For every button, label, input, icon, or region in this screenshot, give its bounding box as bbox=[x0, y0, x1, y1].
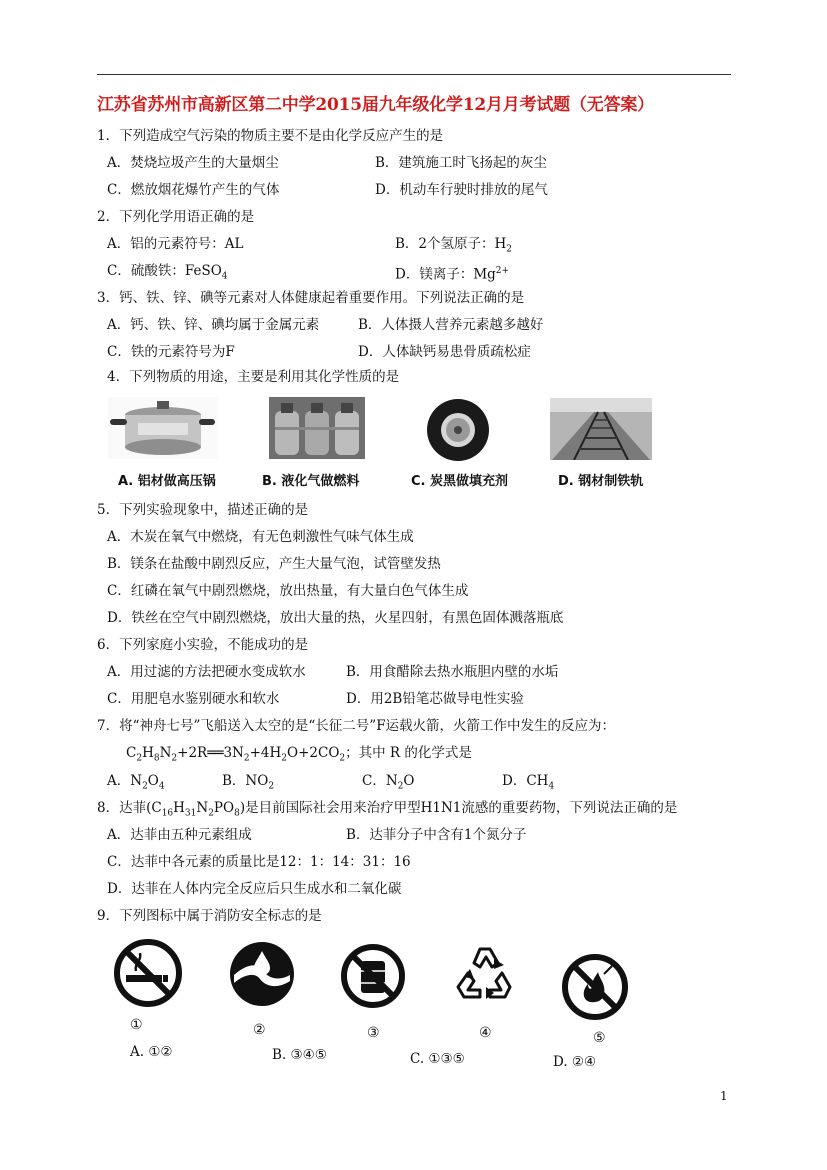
question-3-stem: 3．钙、铁、锌、碘等元素对人体健康起着重要作用。下列说法正确的是 bbox=[97, 290, 525, 306]
question-2-stem: 2．下列化学用语正确的是 bbox=[97, 209, 255, 225]
sign-label-2: ② bbox=[253, 1022, 266, 1038]
q3-option-d: D．人体缺钙易患骨质疏松症 bbox=[358, 344, 531, 360]
q7-option-a: A．$N_2O_4$ bbox=[107, 773, 165, 792]
q8-option-d: D．达菲在人体内完全反应后只生成水和二氧化碳 bbox=[107, 881, 402, 897]
q5-option-b: B．镁条在盐酸中剧烈反应，产生大量气泡，试管壁发热 bbox=[107, 556, 441, 572]
q9-option-b: B. ③④⑤ bbox=[272, 1047, 327, 1063]
no-flammable-barrel-sign-icon bbox=[340, 943, 406, 1009]
q2-option-a: A．铝的元素符号：AL bbox=[107, 236, 244, 252]
q4-caption-a: A. 铝材做高压锅 bbox=[118, 474, 216, 489]
q3-option-a: A．钙、铁、锌、碘均属于金属元素 bbox=[107, 317, 320, 333]
q9-option-c: C. ①③⑤ bbox=[410, 1051, 465, 1067]
q2-option-b: B．2个氢原子：$H_2$ bbox=[395, 236, 513, 255]
q5-option-c: C．红磷在氧气中剧烈燃烧，放出热量，有大量白色气体生成 bbox=[107, 583, 469, 599]
page-number: 1 bbox=[720, 1089, 728, 1103]
question-8-stem: 8．达菲$(C_{16}H_{31}N_2PO_8)$是目前国际社会用来治疗甲型H1N1流感的重要药物，下列说法正确的是 bbox=[97, 800, 678, 819]
q4-caption-d: D. 钢材制铁轨 bbox=[558, 474, 644, 489]
q7-equation: $C_2H_8N_2+2R══3N_2+4H_2O+2CO_2$；其中 R 的化学式是 bbox=[126, 745, 472, 764]
q8-option-b: B．达菲分子中含有1个氮分子 bbox=[346, 827, 527, 843]
q2-option-d: D．镁离子：$Mg^{2+}$ bbox=[395, 266, 510, 283]
sign-label-4: ④ bbox=[479, 1025, 492, 1041]
tire-image bbox=[425, 397, 491, 463]
question-9-stem: 9．下列图标中属于消防安全标志的是 bbox=[97, 908, 322, 924]
question-5-stem: 5．下列实验现象中，描述正确的是 bbox=[97, 502, 309, 518]
question-7-stem: 7．将“神舟七号”飞船送入太空的是“长征二号”F运载火箭，火箭工作中发生的反应为： bbox=[97, 718, 616, 734]
water-drop-sign-icon bbox=[228, 941, 296, 1007]
q5-option-d: D．铁丝在空气中剧烈燃烧，放出大量的热，火星四射，有黑色固体溅落瓶底 bbox=[107, 610, 564, 626]
q9-option-a: A. ①② bbox=[130, 1044, 173, 1060]
question-4-stem: 4．下列物质的用途，主要是利用其化学性质的是 bbox=[107, 369, 400, 385]
q7-option-c: C．$N_2O$ bbox=[362, 773, 415, 792]
q8-option-a: A．达菲由五种元素组成 bbox=[107, 827, 252, 843]
q6-option-a: A．用过滤的方法把硬水变成软水 bbox=[107, 664, 306, 680]
sign-label-3: ③ bbox=[367, 1025, 380, 1041]
no-open-flame-sign-icon bbox=[560, 952, 630, 1022]
pressure-cooker-image bbox=[108, 397, 218, 459]
q9-option-d: D. ②④ bbox=[553, 1054, 597, 1070]
gas-cylinders-image bbox=[269, 397, 365, 459]
header-rule bbox=[97, 74, 731, 75]
q4-caption-c: C. 炭黑做填充剂 bbox=[411, 474, 509, 489]
q2-option-c: C．硫酸铁：FeSO$_4$ bbox=[107, 263, 228, 282]
q6-option-b: B．用食醋除去热水瓶胆内壁的水垢 bbox=[346, 664, 559, 680]
q3-option-b: B．人体摄人营养元素越多越好 bbox=[358, 317, 544, 333]
q1-option-d: D．机动车行驶时排放的尾气 bbox=[375, 182, 548, 198]
q7-option-b: B．$NO_2$ bbox=[222, 773, 275, 792]
question-1-stem: 1．下列造成空气污染的物质主要不是由化学反应产生的是 bbox=[97, 128, 444, 144]
q8-option-c: C．达菲中各元素的质量比是12：1：14：31：16 bbox=[107, 854, 411, 870]
no-smoking-sign-icon bbox=[112, 937, 184, 1009]
q1-option-a: A．焚烧垃圾产生的大量烟尘 bbox=[107, 155, 279, 171]
sign-label-1: ① bbox=[130, 1017, 143, 1033]
q1-option-c: C．燃放烟花爆竹产生的气体 bbox=[107, 182, 280, 198]
railway-track-image bbox=[550, 398, 652, 460]
q6-option-d: D．用2B铅笔芯做导电性实验 bbox=[346, 691, 524, 707]
q3-option-c: C．铁的元素符号为F bbox=[107, 344, 235, 360]
q1-option-b: B．建筑施工时飞扬起的灰尘 bbox=[375, 155, 547, 171]
question-6-stem: 6．下列家庭小实验，不能成功的是 bbox=[97, 637, 309, 653]
sign-label-5: ⑤ bbox=[593, 1030, 606, 1046]
q4-caption-b: B. 液化气做燃料 bbox=[262, 474, 360, 489]
q6-option-c: C．用肥皂水鉴别硬水和软水 bbox=[107, 691, 280, 707]
recycling-sign-icon bbox=[450, 943, 520, 1009]
q5-option-a: A．木炭在氧气中燃烧，有无色刺激性气味气体生成 bbox=[107, 529, 414, 545]
q7-option-d: D．$CH_4$ bbox=[502, 773, 555, 792]
page-title: 江苏省苏州市高新区第二中学2015届九年级化学12月月考试题（无答案） bbox=[97, 95, 654, 115]
